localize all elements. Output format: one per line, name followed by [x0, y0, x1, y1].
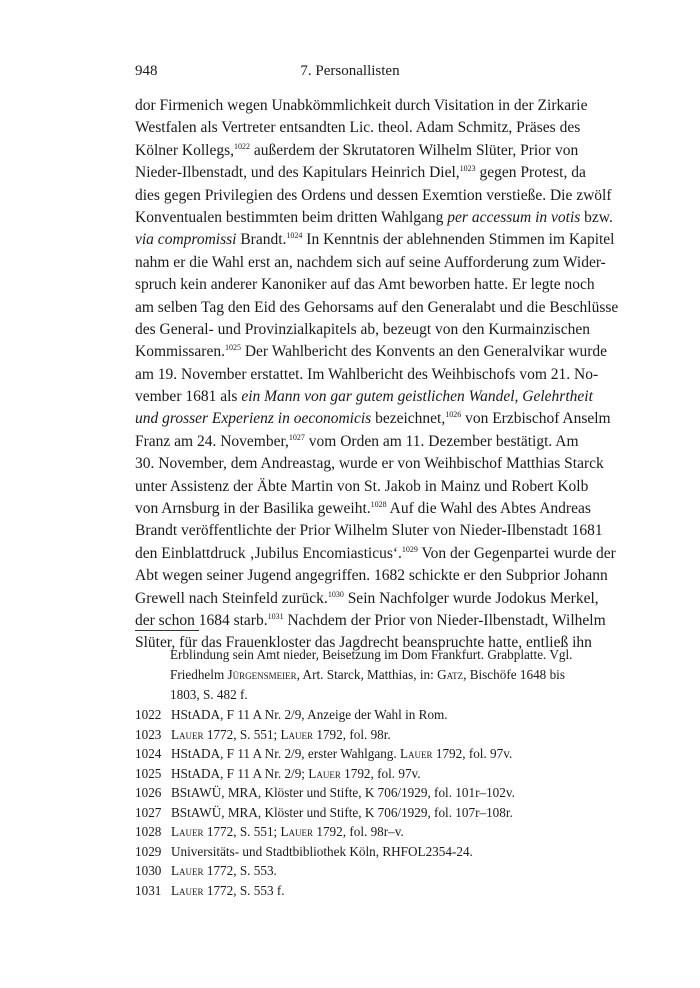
footnote-ref: 1022: [234, 141, 251, 151]
page-number: 948: [135, 63, 158, 79]
main-text: [135, 95, 619, 655]
footnote-ref: 1024: [286, 231, 303, 241]
text-line: 30. November, dem Andreastag, wurde er von Weihbischof Matthias Starck: [135, 455, 604, 473]
text-line: dies gegen Privilegien des Ordens und dessen Exemtion verstieße. Die zwölf: [135, 186, 612, 204]
footnote: 1030 Lauer 1772, S. 553.: [135, 861, 565, 881]
footnote-line: 1803, S. 482 f.: [170, 687, 248, 702]
text-line: des General- und Provinzialkapitels ab, bezeugt von den Kurmainzischen: [135, 320, 590, 338]
footnote-number: 1022: [135, 707, 162, 722]
text-line: Brandt veröffentlichte der Prior Wilhelm Sluter von Nieder-Ilbenstadt 1681: [135, 522, 603, 540]
text-line: Grewell nach Steinfeld zurück.$^{1030}$ Sein Nachfolger wurde Jodokus Merkel,: [135, 589, 599, 607]
footnote-ref: 1025: [224, 343, 241, 353]
footnote: 1028 Lauer 1772, S. 551; Lauer 1792, fol. 98r–v.: [135, 822, 565, 842]
text-line: Nieder-Ilbenstadt, und des Kapitulars Heinrich Diel,$^{1023}$ gegen Protest, da: [135, 164, 586, 182]
text-line: am selben Tag den Eid des Gehorsams auf den Generalabt und die Beschlüsse: [135, 298, 619, 316]
footnote-number: 1023: [135, 726, 162, 742]
text-line: spruch kein anderer Kanoniker auf das Amt beworben hatte. Er legte noch: [135, 276, 595, 294]
footnote-ref: 1030: [327, 589, 344, 599]
footnote-continuation: [170, 645, 573, 705]
footnote: 1031 Lauer 1772, S. 553 f.: [135, 881, 565, 901]
footnote-number: 1029: [135, 843, 162, 859]
footnote-number: 1027: [135, 804, 162, 820]
footnote: 1024 HStADA, F 11 A Nr. 2/9, erster Wahlgang. Lauer 1792, fol. 97v.: [135, 744, 565, 764]
footnote-number: 1025: [135, 765, 162, 781]
text-line: dor Firmenich wegen Unabkömmlichkeit durch Visitation in der Zirkarie: [135, 97, 588, 114]
footnote-number: 1030: [135, 863, 162, 878]
footnote-ref: 1026: [445, 410, 462, 420]
footnotes: [135, 705, 565, 900]
text-line: Westfalen als Vertreter entsandten Lic. theol. Adam Schmitz, Präses des: [135, 119, 581, 137]
footnote: 1025 HStADA, F 11 A Nr. 2/9; Lauer 1792, fol. 97v.: [135, 764, 565, 784]
text-line: via compromissi Brandt.$^{1024}$ In Kenntnis der ablehnenden Stimmen im Kapitel: [135, 231, 615, 249]
footnote: 1023 Lauer 1772, S. 551; Lauer 1792, fol. 98r.: [135, 725, 565, 745]
footnote-line: Erblindung sein Amt nieder, Beisetzung im Dom Frankfurt. Grabplatte. Vgl.: [170, 647, 573, 662]
footnote-line: Friedhelm Jürgensmeier, Art. Starck, Matthias, in: Gatz, Bischöfe 1648 bis: [170, 667, 565, 682]
text-line: den Einblattdruck ‚Jubilus Encomiasticus‘.$^{1029}$ Von der Gegenpartei wurde der: [135, 544, 616, 562]
footnote-ref: 1031: [267, 611, 284, 621]
footnote-ref: 1027: [288, 432, 305, 442]
text-line: vember 1681 als ein Mann von gar gutem geistlichen Wandel, Gelehrtheit: [135, 388, 593, 406]
footnote: 1027 BStAWÜ, MRA, Klöster und Stifte, K 706/1929, fol. 107r–108r.: [135, 803, 565, 823]
text-line: Franz am 24. November,$^{1027}$ vom Orden am 11. Dezember bestätigt. Am: [135, 432, 579, 450]
footnote-number: 1028: [135, 824, 162, 839]
footnote: 1022 HStADA, F 11 A Nr. 2/9, Anzeige der Wahl in Rom.: [135, 705, 565, 725]
footnote-separator: [135, 630, 199, 631]
text-line: Kölner Kollegs,$^{1022}$ außerdem der Skrutatoren Wilhelm Slüter, Prior von: [135, 141, 579, 159]
footnote: 1029 Universitäts- und Stadtbibliothek Köln, RHFOL2354-24.: [135, 842, 565, 862]
text-line: unter Assistenz der Äbte Martin von St. Jakob in Mainz und Robert Kolb: [135, 477, 589, 495]
text-line: der schon 1684 starb.$^{1031}$ Nachdem der Prior von Nieder-Ilbenstadt, Wilhelm: [135, 611, 606, 629]
text-line: Slüter, für das Frauenkloster das Jagdrecht beanspruchte hatte, entließ ihn: [135, 634, 592, 652]
footnote-ref: 1028: [370, 500, 387, 510]
text-line: am 19. November erstattet. Im Wahlbericht des Weihbischofs vom 21. No-: [135, 365, 599, 383]
footnote-number: 1031: [135, 882, 162, 898]
text-line: Kommissaren.$^{1025}$ Der Wahlbericht des Konvents an den Generalvikar wurde: [135, 343, 608, 361]
footnote-number: 1024: [135, 746, 162, 761]
footnote-number: 1026: [135, 785, 162, 800]
footnote-ref: 1023: [459, 164, 476, 174]
running-head: 7. Personallisten: [300, 63, 400, 79]
text-line: nahm er die Wahl erst an, nachdem sich auf seine Aufforderung zum Wider-: [135, 253, 606, 271]
text-line: Konventualen bestimmten beim dritten Wahlgang per accessum in votis bzw.: [135, 208, 613, 226]
footnote-ref: 1029: [401, 544, 418, 554]
text-line: Abt wegen seiner Jugend angegriffen. 1682 schickte er den Subprior Johann: [135, 567, 608, 585]
text-line: und grosser Experienz in oeconomicis bezeichnet,$^{1026}$ von Erzbischof Anselm: [135, 410, 611, 428]
text-line: von Arnsburg in der Basilika geweiht.$^{1028}$ Auf die Wahl des Abtes Andreas: [135, 500, 591, 518]
footnote: 1026 BStAWÜ, MRA, Klöster und Stifte, K 706/1929, fol. 101r–102v.: [135, 783, 565, 803]
